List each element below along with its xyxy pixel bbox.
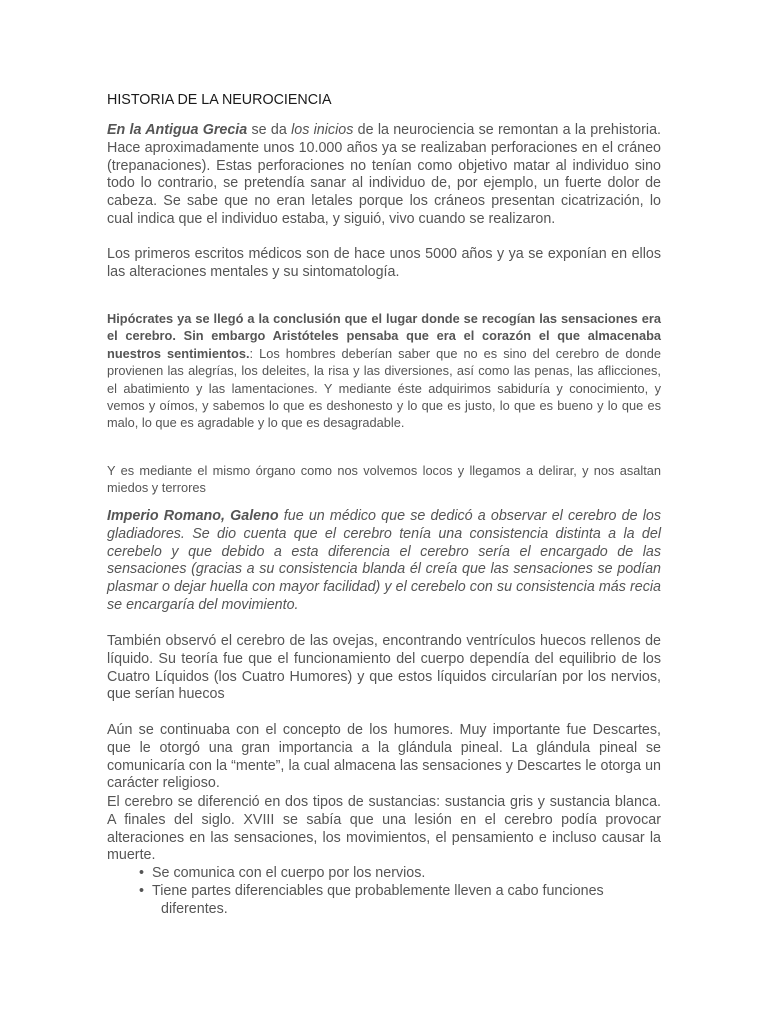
- bullet-list: [107, 864, 661, 918]
- list-item-text: Se comunica con el cuerpo por los nervios.: [152, 865, 426, 881]
- paragraph-galeno: [107, 508, 661, 615]
- list-item: [107, 882, 661, 918]
- paragraph-text: fue un médico que se dedicó a observar el cerebro de los gladiadores. Se dio cuenta que el cerebro tenía una consistencia distinta a la del cerebelo y que debido a esta diferencia el cerebro sería el encargado de las sensaciones (gracias a su consistencia blanda él creía que las sensaciones se podían plasmar o dejar huella con mayor facilidad) y el cerebelo con su consistencia más recia se encargaría del movimiento.: [107, 508, 661, 613]
- list-item: [107, 864, 661, 882]
- heading-imperio-romano: Imperio Romano, Galeno: [107, 508, 279, 524]
- paragraph-text: de la neurociencia se remontan a la prehistoria. Hace aproximadamente unos 10.000 años ya se realizaban perforaciones en el cráneo (trepanaciones). Estas perforaciones no tenían como objetivo matar al individuo sino todo lo contrario, se pretendía sanar al individuo de, por ejemplo, un fuerte dolor de cabeza. Se sabe que no eran letales porque los cráneos presentan cicatrización, lo cual indica que el individuo estaba, y siguió, vivo cuando se realizaron.: [107, 122, 661, 227]
- document-title: HISTORIA DE LA NEUROCIENCIA: [107, 92, 332, 108]
- bullet-icon: •: [139, 883, 145, 899]
- bullet-icon: •: [139, 865, 145, 881]
- paragraph-sustancias: El cerebro se diferenció en dos tipos de sustancias: sustancia gris y sustancia blanca. A finales del siglo. XVIII se sabía que una lesión en el cerebro podía provocar alteraciones en las sensaciones, los movimientos, el pensamiento e incluso causar la muerte.: [107, 794, 661, 864]
- paragraph-descartes: Aún se continuaba con el concepto de los humores. Muy importante fue Descartes, que le otorgó una gran importancia a la glándula pineal. La glándula pineal se comunicaría con la “mente”, la cual almacena las sensaciones y Descartes le otorga un carácter religioso.: [107, 722, 661, 792]
- list-item-text-continued: diferentes.: [161, 901, 228, 917]
- paragraph-text: : Los hombres deberían saber que no es sino del cerebro de donde provienen las alegrías, los deleites, la risa y las diversiones, así como las penas, las aflicciones, el abatimiento y las lamentaciones. Y mediante éste adquirimos sabiduría y conocimiento, y vemos y oímos, y sabemos lo que es deshonesto y lo que es justo, lo que es bueno y lo que es malo, lo que es agradable y lo que es desagradable.: [107, 345, 661, 431]
- bold-statement-hipocrates: Hipócrates ya se llegó a la conclusión que el lugar donde se recogían las sensaciones era el cerebro. Sin embargo Aristóteles pensaba que era el corazón el que almacenaba nuestros sentimientos.: [107, 311, 661, 361]
- paragraph-antigua-grecia: [107, 122, 661, 229]
- heading-antigua-grecia: En la Antigua Grecia: [107, 122, 248, 138]
- list-item-text: Tiene partes diferenciables que probablemente lleven a cabo funciones: [152, 883, 604, 899]
- paragraph-locura: Y es mediante el mismo órgano como nos volvemos locos y llegamos a delirar, y nos asaltan miedos y terrores: [107, 463, 661, 496]
- italic-phrase: los inicios: [291, 122, 354, 138]
- paragraph-ovejas: También observó el cerebro de las ovejas, encontrando ventrículos huecos rellenos de líquido. Su teoría fue que el funcionamiento del cuerpo dependía del equilibrio de los Cuatro Líquidos (los Cuatro Humores) y que estos líquidos circularían por los nervios, que serían huecos: [107, 633, 661, 703]
- paragraph-text: se da: [247, 122, 292, 138]
- paragraph-escritos-medicos: Los primeros escritos médicos son de hace unos 5000 años y ya se exponían en ellos las alteraciones mentales y su sintomatología.: [107, 246, 661, 280]
- paragraph-hipocrates: [107, 310, 661, 432]
